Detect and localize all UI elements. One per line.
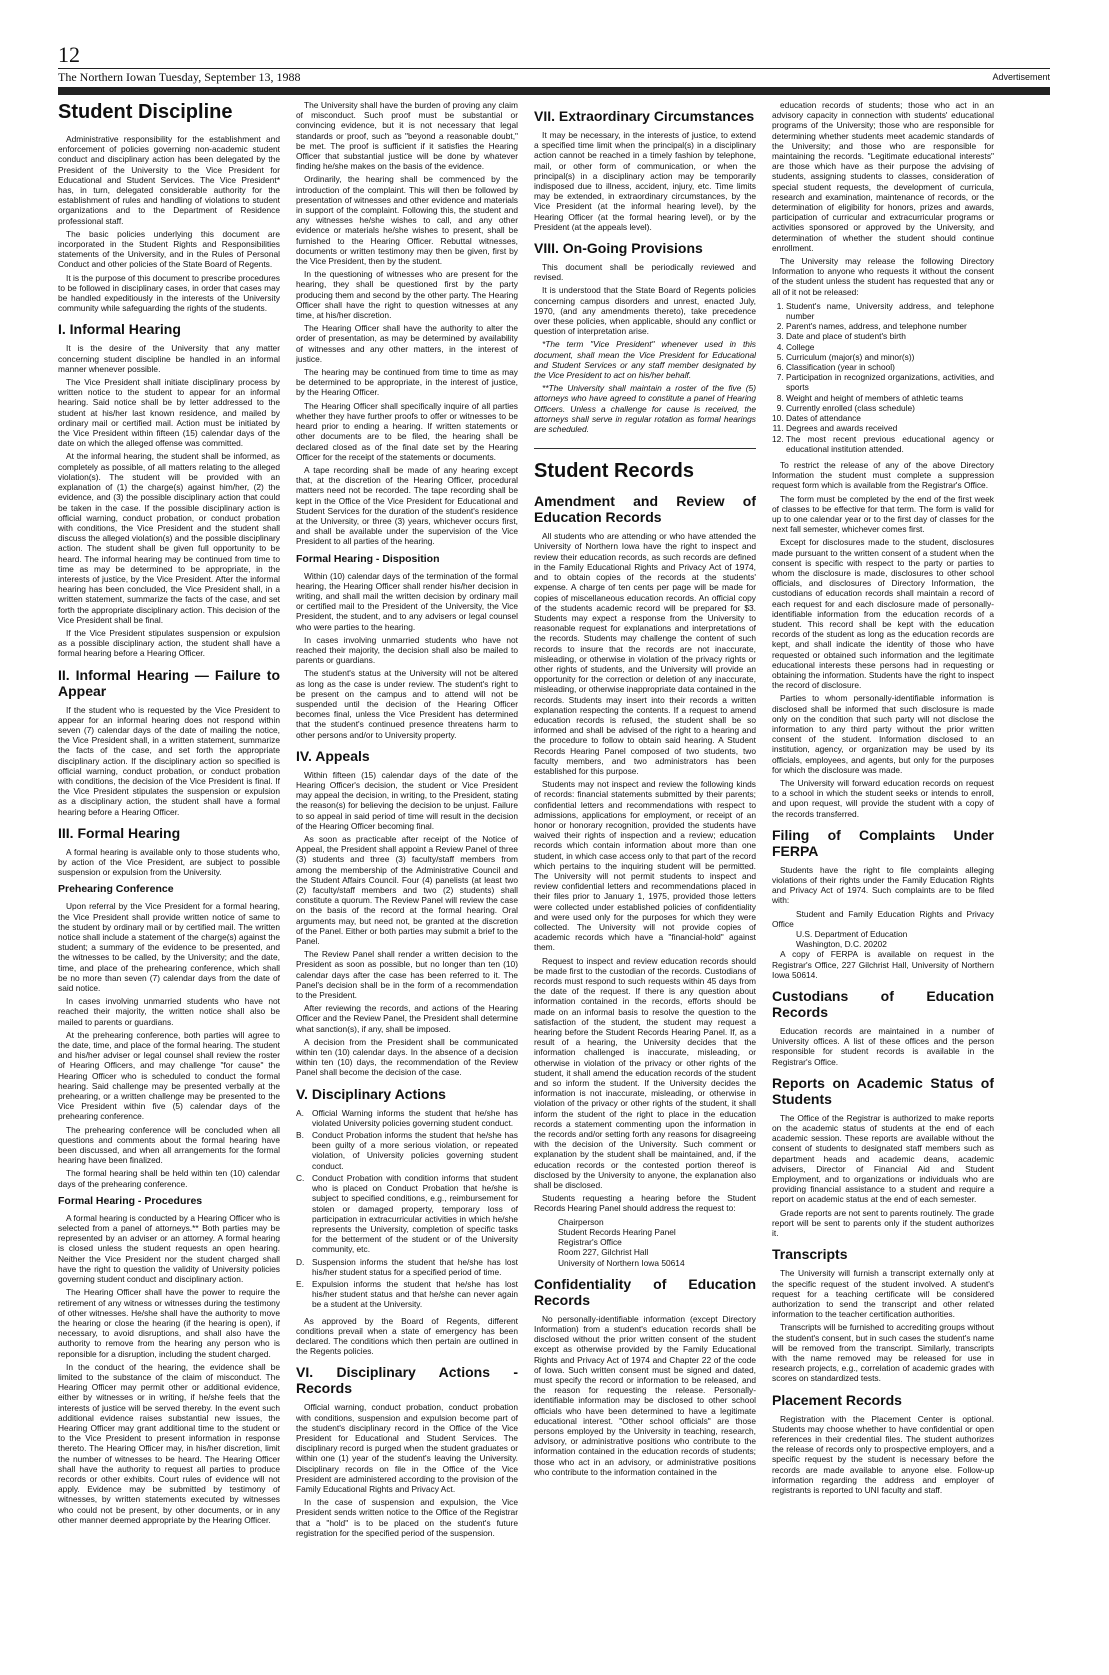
section-heading: I. Informal Hearing: [58, 321, 181, 338]
list-item: C. Conduct Probation with condition informs that student who is placed on Conduct Probation that he/she is subject to specified conditions, e.g., reimbursement for stolen or damaged property, temporary loss of participation in extracurricular activities in which he/she represents the University, completion of specific tasks for the betterment of the student or of the University community, etc.: [296, 1172, 518, 1255]
paragraph: Except for disclosures made to the student, disclosures made pursuant to the written consent of a student when the consent is specific with respect to the party or parties to whom the disclosure is made, disclosures to other school officials, and disclosures of Directory Information, the custodians of education records shall maintain a record of each request for and each disclosure made of personally-identifiable information from the education records of a student. This record shall be kept with the education records of the student as long as the education records are kept, and shall indicate the identity of those who have requested or obtained such information and the legitimate educational interests these persons had in requesting or obtaining the information. Students have the right to inspect the record of disclosure.: [772, 537, 994, 691]
paragraph: Ordinarily, the hearing shall be commenced by the introduction of the complaint. This will then be followed by presentation of witnesses and other evidence and materials in support of the complaint. Following this, the student and any witnesses he/she wishes to call, and any other evidence or materials he/she wishes to present, shall be furnished to the Hearing Officer. Rebuttal witnesses, documents or written testimony may then be given, first by the Vice President, then by the student.: [296, 174, 518, 267]
paragraph: As approved by the Board of Regents, different conditions prevail when a state of emergency has been declared. The conditions which then pertain are outlined in the Regents policies.: [296, 1315, 518, 1357]
paragraph: The Office of the Registrar is authorized to make reports on the academic status of students at the end of each academic session. These reports are available without the consent of students to designated staff members such as department heads and academic deans, academic advisers, Director of Financial Aid and Student Employment, and to organizations or individuals who are providing financial assistance to a student and require a report on academic status at the end of each semester.: [772, 1112, 994, 1205]
paragraph: Within (10) calendar days of the termination of the formal hearing, the Hearing Officer shall render his/her decision in writing, and shall mail the written decision by ordinary mail or certified mail to the President of the University, the Vice President, the student, and to any advisers or legal counsel who were parties to the hearing.: [296, 570, 518, 632]
paragraph: A tape recording shall be made of any hearing except that, at the discretion of the Hearing Officer, procedural matters need not be recorded. The tape recording shall be kept in the Office of the Vice President for Educational and Student Services for the duration of the student's residence at the University, or three (3) years, whichever occurs first, and shall be available under the supervision of the Vice President to all parties of the hearing.: [296, 464, 518, 547]
paragraph: The University will forward education records on request to a school in which the student seeks or intends to enroll, and upon request, will provide the student with a copy of the records transferred.: [772, 778, 994, 819]
masthead-bar: [58, 87, 1050, 95]
list-item: 3. Date and place of student's birth: [786, 331, 994, 341]
list-item: 2. Parent's names, address, and telephone number: [786, 321, 994, 331]
address-line: Student and Family Education Rights and Privacy Office: [772, 908, 994, 929]
address-line: University of Northern Iowa 50614: [558, 1257, 685, 1268]
column-3: [534, 100, 756, 1635]
section-heading: Amendment and Review of Education Records: [534, 493, 756, 526]
address-line: Washington, D.C. 20202: [796, 939, 887, 950]
paragraph: Upon referral by the Vice President for a formal hearing, the Vice President shall provide written notice of same to the student by ordinary mail or by certified mail. The written notice shall include a statement of the charge(s) against the student; a summary of the evidence to be presented, and the witnesses to be called, by the University; and the date, time, and place of the prehearing conference, which shall be no more than seven (7) calendar days from the date of said notice.: [58, 901, 280, 994]
paragraph: The Hearing Officer shall specifically inquire of all parties whether they have further proofs to offer or witnesses to be heard prior to ending a hearing. If written statements or other documents are to be filed, the hearing shall be declared closed as of the final date set by the Hearing Officer for the receipt of the statements or documents.: [296, 400, 518, 462]
page-number: 12: [58, 42, 80, 67]
paragraph: This document shall be periodically reviewed and revised.: [534, 262, 756, 283]
address-line: Registrar's Office: [558, 1237, 622, 1248]
paragraph: education records of students; those who act in an advisory capacity in connection with students' educational programs of the University; those who are responsible for determining whether students meet academic standards of the University; and those who are responsible for maintaining the records. "Legitimate educational interests" are those which have as their purpose the advising of students, assigning students to classes, consideration of special student requests, the development of curricula, research and examination, maintenance of records, or the determination of eligibility for honors, prizes and awards, participation of curricular and extracurricular programs or activities sponsored or approved by the University, and determination of whether the student should continue enrollment.: [772, 100, 994, 253]
list-item: 11. Degrees and awards received: [786, 423, 994, 433]
ferpa-address: [772, 909, 994, 950]
list-item: 4. College: [786, 342, 994, 352]
subsection-heading: Prehearing Conference: [58, 883, 174, 896]
subsection-heading: Formal Hearing - Procedures: [58, 1194, 203, 1207]
paragraph: The hearing may be continued from time to time as may be determined to be appropriate, in the interest of justice, by the Hearing Officer.: [296, 367, 518, 398]
list-item: 10. Dates of attendance: [786, 413, 994, 423]
paragraph: Grade reports are not sent to parents routinely. The grade report will be sent to parents only if the student authorizes it.: [772, 1207, 994, 1239]
paragraph: Parties to whom personally-identifiable information is disclosed shall be informed that such disclosure is made only on the condition that such party will not disclose the information to any third party without the prior written consent of the student. Information disclosed to an institution, agency, or organization may be used by its officials, employees, and agents, but only for the purposes for which the disclosure was made.: [772, 693, 994, 775]
section-heading: Filing of Complaints Under FERPA: [772, 826, 994, 859]
masthead-rule: [58, 68, 1050, 69]
paragraph: The University may release the following Directory Information to anyone who requests it without the consent of the student unless the student has requested that any or all of it not be released:: [772, 256, 994, 297]
paragraph: The basic policies underlying this document are incorporated in the Student Rights and Responsibilities statements of the University, and in the Rules of Personal Conduct and other policies of the State Board of Regents.: [58, 228, 280, 270]
section-heading: Reports on Academic Status of Students: [772, 1074, 994, 1107]
article-title-records: Student Records: [534, 460, 695, 483]
section-heading: VI. Disciplinary Actions - Records: [296, 1364, 518, 1397]
section-heading: Placement Records: [772, 1391, 902, 1408]
list-item: 5. Curriculum (major(s) and minor(s)): [786, 352, 994, 362]
paragraph: The Hearing Officer shall have the power to require the retirement of any witness or witnesses during the testimony of other witnesses. He/she shall have the authority to move the hearing or close the hearing (if the hearing is open), if necessary, to avoid disruptions, and shall also have the authority to remove from the hearing any person who is reponsible for a disruption, including the student charged.: [58, 1287, 280, 1359]
paragraph: Education records are maintained in a number of University offices. A list of these offices and the person responsible for student records is available in the Registrar's Office.: [772, 1026, 994, 1067]
paragraph: It is the desire of the University that any matter concerning student discipline be handled in an informal manner whenever possible.: [58, 343, 280, 374]
list-item: 7. Participation in recognized organizations, activities, and sports: [786, 372, 994, 392]
list-item: B. Conduct Probation informs the student that he/she has been guilty of a more serious violation, or repeated violation, of University policies governing student conduct.: [296, 1130, 518, 1171]
paragraph: Official warning, conduct probation, conduct probation with conditions, suspension and expulsion become part of the student's disciplinary record in the Office of the Vice President for Educational and Student Services. The disciplinary record is purged when the student graduates or within one (1) year of the student's leaving the University. Disciplinary records on file in the Office of the Vice President are administered according to the provision of the Family Educational Rights and Privacy Act.: [296, 1402, 518, 1494]
section-heading: III. Formal Hearing: [58, 824, 181, 841]
address-line: U.S. Department of Education: [796, 929, 908, 940]
directory-info-list: [772, 301, 994, 454]
paragraph: Within fifteen (15) calendar days of the date of the Hearing Officer's decision, the student or Vice President may appeal the decision, in writing, to the President, stating the reason(s) for believing the decision to be unjust. Failure to so appeal in said period of time will result in the decision of the Hearing Officer becoming final.: [296, 769, 518, 831]
list-item: 8. Weight and height of members of athletic teams: [786, 393, 994, 403]
column-1: [58, 100, 280, 1635]
section-heading: II. Informal Hearing — Failure to Appear: [58, 666, 280, 699]
section-heading: IV. Appeals: [296, 747, 370, 764]
paragraph: It is the purpose of this document to prescribe procedures to be followed in disciplinary cases, in order that cases may be handled expeditiously in the interests of the University community while safeguarding the rights of the students.: [58, 272, 280, 314]
footnote: **The University shall maintain a roster of the five (5) attorneys who have agreed to constitute a panel of Hearing Officers. Unless a challenge for cause is received, the attorneys shall serve in regular rotation as formal hearings are scheduled.: [534, 383, 756, 435]
list-item: 12. The most recent previous educational agency or educational institution attended.: [786, 434, 994, 454]
paragraph: In cases involving unmarried students who have not reached their majority, the decision shall also be mailed to parents or guardians.: [296, 634, 518, 666]
section-heading: Transcripts: [772, 1246, 848, 1263]
column-2: [296, 100, 518, 1635]
section-heading: Custodians of Education Records: [772, 988, 994, 1021]
divider: [534, 448, 756, 449]
address-line: Student Records Hearing Panel: [558, 1226, 676, 1237]
paragraph: If the student who is requested by the Vice President to appear for an informal hearing does not respond within seven (7) calendar days of the date of mailing the notice, the Vice President shall, in a written statement, summarize the facts of the case, and set forth the appropriate disciplinary action. If the disciplinary action so specified is official warning, conduct probation, or conduct probation with conditions, the decision of the Vice President is final. If the Vice President stipulates the suspension or expulsion as a disciplinary action, the student shall have a formal hearing before a Hearing Officer.: [58, 704, 280, 817]
paragraph: The formal hearing shall be held within ten (10) calendar days of the prehearing conference.: [58, 1168, 280, 1189]
paragraph: The prehearing conference will be concluded when all questions and comments about the formal hearing have been discussed, and when all arrangements for the formal hearing have been finalized.: [58, 1124, 280, 1166]
paragraph: The Vice President shall initiate disciplinary process by written notice to the student to appear for an informal hearing. Said notice shall be by letter addressed to the student at his/her last known residence, and mailed by ordinary mail or certified mail. Action must be initiated by the Vice President within fifteen (15) calendar days of the date on which the alleged offense was committed.: [58, 377, 280, 449]
paragraph: The Hearing Officer shall have the authority to alter the order of presentation, as may be determined by availability of witnesses and any other matters, in the interest of justice.: [296, 323, 518, 364]
paragraph: The University shall have the burden of proving any claim of misconduct. Such proof must be substantial or convincing evidence, but it is not necessary that legal standards or proof, such as "beyond a reasonable doubt," be met. The proof is sufficient if it satisfies the Hearing Officer that substantial justice will be done by whatever finding he/she makes on the basis of the evidence.: [296, 100, 518, 172]
paragraph: In the case of suspension and expulsion, the Vice President sends written notice to the Office of the Registrar that a "hold" is to be placed on the student's future registration for the specified period of the suspension.: [296, 1497, 518, 1538]
list-item: 6. Classification (year in school): [786, 362, 994, 372]
paragraph: Request to inspect and review education records should be made first to the custodian of the records. Custodians of records must respond to such requests within 45 days from the date of the request. If there is any question about information contained in the records, efforts should be made on an informal basis to resolve the question to the satisfaction of the student, the student may request a hearing before the Student Records Hearing Panel. If, as a result of a hearing, the University decides that the information challenged is inaccurate, misleading, or otherwise in violation of the privacy or other rights of the student, it shall amend the education records of the student and so inform the student. If the University decides the information is not inaccurate, misleading, or otherwise in violation of the privacy or other rights of the student, it shall inform the student of the right to place in the education records a statement commenting upon the information in the records and/or setting forth any reasons for disagreeing with the decision of the University. Such comment or explanation by the student shall be maintained, and, if the education records or the contested portion thereof is disclosed by the University to anyone, the explanation also shall be disclosed.: [534, 955, 756, 1191]
paragraph: The Review Panel shall render a written decision to the President as soon as possible, but no longer than ten (10) calendar days after the case has been referred to it. The Panel's decision shall be in the form of a recommendation to the President.: [296, 949, 518, 1001]
list-item: 9. Currently enrolled (class schedule): [786, 403, 994, 413]
paragraph: A decision from the President shall be communicated within ten (10) calendar days. In the absence of a decision within ten (10) days, the recommendation of the Review Panel shall become the decision of the case.: [296, 1036, 518, 1078]
footnote: *The term "Vice President" whenever used in this document, shall mean the Vice President for Educational and Student Services or any staff member designated by the Vice President to act on his/her behalf.: [534, 339, 756, 381]
section-heading: VII. Extraordinary Circumstances: [534, 108, 755, 124]
list-item: 1. Student's name, University address, and telephone number: [786, 301, 994, 321]
paragraph: A formal hearing is conducted by a Hearing Officer who is selected from a panel of attorneys.** Both parties may be represented by an adviser or an attorney. A formal hearing is closed unless the student requests an open hearing. Neither the Vice President nor the student charged shall have the right to question the validity of University policies governing student conduct and disciplinary action.: [58, 1212, 280, 1285]
disciplinary-actions-list: [296, 1108, 518, 1310]
section-label: Advertisement: [992, 72, 1050, 82]
paragraph: The University will furnish a transcript externally only at the specific request of the student involved. A student's request for a teaching certificate will be considered authorization to send the transcript and other related information to the teacher certification authorities.: [772, 1268, 994, 1320]
list-item: A. Official Warning informs the student that he/she has violated University policies governing student conduct.: [296, 1107, 518, 1128]
paragraph: All students who are attending or who have attended the University of Northern Iowa have the right to inspect and review their education records, as such records are defined in the Family Educational Rights and Privacy Act of 1974, and to obtain copies of the records at the students' expense. A charge of ten cents per page will be made for copies of miscellaneous education records. An official copy of the students academic record will be prepared for $3. Students may expect a response from the University to reasonable request for explanations and interpretations of the records. Students may challenge the content of such records to insure that the records are not inaccurate, misleading, or otherwise in violation of the privacy rights or other rights of students, and the University will provide an opportunity for the correction or deletion of any inaccurate, misleading, or otherwise inappropriate data contained in the records. Students may insert into their records a written explanation respecting the contents. If a request to amend education records is refused, the student shall be so informed and shall be advised of the right to a hearing and the procedure to follow to obtain said hearing. A Student Records Hearing Panel composed of two students, two faculty members, and two administrators has been established for this purpose.: [534, 531, 756, 776]
hearing-panel-address: [534, 1217, 756, 1268]
column-4: [772, 100, 994, 1635]
address-line: Room 227, Gilchrist Hall: [558, 1247, 649, 1258]
paragraph: It may be necessary, in the interests of justice, to extend a specified time limit when the principal(s) in a disciplinary action cannot be reached in a timely fashion by telephone, mail, or other form of communication, or when the principal(s) in a disciplinary action may be temporarily indisposed due to illness, accident, injury, etc. Time limits may be extended, in extraordinary circumstances, by the Vice President (at the informal hearing level), by the Hearing Officer (at the formal hearing level), or by the President (at the appeals level).: [534, 130, 756, 232]
paragraph: As soon as practicable after receipt of the Notice of Appeal, the President shall appoint a Review Panel of three (3) students and three (3) faculty/staff members from among the membership of the Administrative Council and the Student Affairs Council. Four (4) panelists (at least two (2) faculty/staff members and two (2) students) shall constitute a quorum. The Review Panel will review the case on the basis of the record at the formal hearing. Oral arguments may, but need not, be granted at the discretion of the Panel. Either or both parties may submit a brief to the Panel.: [296, 834, 518, 947]
section-heading: VIII. On-Going Provisions: [534, 240, 703, 257]
paragraph: At the informal hearing, the student shall be informed, as completely as possible, of all matters relating to the alleged violation(s). The student will be provided with an explanation of (1) the charge(s) against him/her, (2) the evidence, and (3) the possible disciplinary action that could be taken in the case. If the possible disciplinary action is official warning, conduct probation, or conduct probation with conditions, the Vice President and the student shall discuss the alleged violation(s) and the possible disciplinary action. The student shall be given full opportunity to be heard. The informal hearing may be continued from time to time as may be determined to be appropriate, in the interests of justice, by the Vice President. After the informal hearing has been concluded, the Vice President shall, in a written statement, summarize the facts of the case, and set forth the appropriate disciplinary action. This decision of the Vice President shall be final.: [58, 451, 280, 625]
paragraph: If the Vice President stipulates suspension or expulsion as a possible disciplinary action, the student shall have a formal hearing before a Hearing Officer.: [58, 627, 280, 659]
paragraph: In the conduct of the hearing, the evidence shall be limited to the substance of the claim of misconduct. The Hearing Officer may permit other or additional evidence, either by witnesses or in writing, if he/she feels that the interests of justice will be served thereby. In the event such additional evidence raises substantial new issues, the Hearing Officer may grant additional time to the student or to the Vice President to present information in response thereto. The Hearing Officer may, in his/her discretion, limit the number of witnesses to be heard. The Hearing Officer shall have the authority to request all parties to produce records or other exhibits. Court rules of evidence will not apply. Evidence may be submitted by testimony of witnesses, by written statements executed by witnesses who could not be present, by other documents, or in any other manner deemed appropriate by the Hearing Officer.: [58, 1361, 280, 1525]
paragraph: It is understood that the State Board of Regents policies concerning campus disorders and unrest, enacted July, 1970, (and any amendments thereto), take precedence over these policies, when applicable, should any conflict or question of interpretation arise.: [534, 285, 756, 337]
subsection-heading: Formal Hearing - Disposition: [296, 552, 440, 565]
paragraph: A copy of FERPA is available on request in the Registrar's Office, 227 Gilchrist Hall, University of Northern Iowa 50614.: [772, 949, 994, 980]
paragraph: At the prehearing conference, both parties will agree to the date, time, and place of the formal hearing. The student and his/her adviser or legal counsel shall review the roster of Hearing Officers, and may challenge "for cause" the Hearing Officer who is scheduled to conduct the formal hearing. Said challenge may be presented verbally at the prehearing, or a written challenge may be presented to the Vice President within five (5) calendar days of the prehearing conference.: [58, 1029, 280, 1122]
section-heading: Confidentiality of Education Records: [534, 1275, 756, 1308]
paragraph: In cases involving unmarried students who have not reached their majority, the written notice shall also be mailed to parents or guardians.: [58, 996, 280, 1027]
paragraph: To restrict the release of any of the above Directory Information the student must complete a suppression request form which is available from the Registrar's Office.: [772, 459, 994, 491]
paragraph: Registration with the Placement Center is optional. Students may choose whether to have confidential or open references in their credential files. The student authorizes the release of records only to prospective employers, and a specific request by the student is necessary before the records are made available to anyone else. Follow-up information regarding the address and employer of registrants is reported to UNI faculty and staff.: [772, 1413, 994, 1495]
article-title-discipline: Student Discipline: [58, 101, 233, 123]
paragraph: A formal hearing is available only to those students who, by action of the Vice President, are subject to possible suspension or expulsion from the University.: [58, 846, 280, 878]
list-item: E. Expulsion informs the student that he/she has lost his/her student status and that he/she can never again be a student at the University.: [296, 1278, 518, 1310]
paragraph: Students may not inspect and review the following kinds of records: financial statements submitted by their parents; confidential letters and recommendations with respect to admissions, applications for employment, or receipt of an honor or honorary recognition, provided the students have waived their rights of inspection and a review; education records which contain information about more than one student, in which case access only to that part of the record which pertains to the inquiring student will be permitted. The University will not permit students to inspect and review confidential letters and recommendations placed in their files prior to January 1, 1975, provided those letters were collected under established policies of confidentiality and were used only for the purposes for which they were collected. The University will not provide copies of academic records which have a "financial-hold" against them.: [534, 779, 756, 953]
paragraph: The form must be completed by the end of the first week of classes to be effective for that term. The form is valid for up to one calendar year or to the first day of classes for the next fall semester, whichever comes first.: [772, 493, 994, 535]
address-line: Chairperson: [558, 1216, 604, 1227]
list-item: D. Suspension informs the student that he/she has lost his/her student status for a specified period of time.: [296, 1256, 518, 1277]
paragraph: No personally-identifiable information (except Directory Information) from a student's education records shall be disclosed without the prior written consent of the student except as otherwise provided by the Family Educational Rights and Privacy Act of 1974 and Chapter 22 of the code of Iowa. Such written consent must be signed and dated, must specify the record or information to be released, and the reason for requesting the release. Personally-identifiable information may be disclosed to other school officials who have been determined to have a legitimate educational interest. "Other school officials" are those persons employed by the University in teaching, research, advisory, or administrative positions who contribute to the information contained in the education records of students; those who act in an advisory, or administrative positions who contribute to the information contained in the: [534, 1313, 756, 1477]
section-heading: V. Disciplinary Actions: [296, 1085, 446, 1102]
paragraph: In the questioning of witnesses who are present for the hearing, they shall be questioned first by the party producing them and second by the other party. The Hearing Officer shall have the right to question witnesses at any time, at his/her discretion.: [296, 269, 518, 321]
paragraph: After reviewing the records, and actions of the Hearing Officer and the Review Panel, the President shall determine what sanction(s), if any, shall be imposed.: [296, 1003, 518, 1034]
paragraph: The student's status at the University will not be altered as long as the case is under review. The student's right to be present on the campus and to attend will not be suspended until the decision of the Hearing Officer becomes final, unless the Vice President has determined that the student's continued presence threatens harm to other persons and/or to University property.: [296, 668, 518, 740]
paragraph: Students have the right to file complaints alleging violations of their rights under the Family Education Rights and Privacy Act of 1974. Such complaints are to be filed with:: [772, 864, 994, 906]
footnotes: [534, 339, 756, 434]
dateline: The Northern Iowan Tuesday, September 13, 1988: [58, 70, 301, 84]
paragraph: Administrative responsibility for the establishment and enforcement of policies governing non-academic student conduct and disciplinary action has been delegated by the President of the University to the Vice President for Educational and Student Services. The Vice President* has, in turn, delegated considerable authority for the establishment of rules and handling of violations to student organizations and to the Department of Residence professional staff.: [58, 134, 280, 226]
paragraph: Transcripts will be furnished to accrediting groups without the student's consent, but in such cases the student's name will be removed from the transcript. Similarly, transcripts with the name removed may be released for use in research projects, e.g., correlation of academic grades with scores on standardized tests.: [772, 1322, 994, 1384]
paragraph: Students requesting a hearing before the Student Records Hearing Panel should address the request to:: [534, 1193, 756, 1214]
